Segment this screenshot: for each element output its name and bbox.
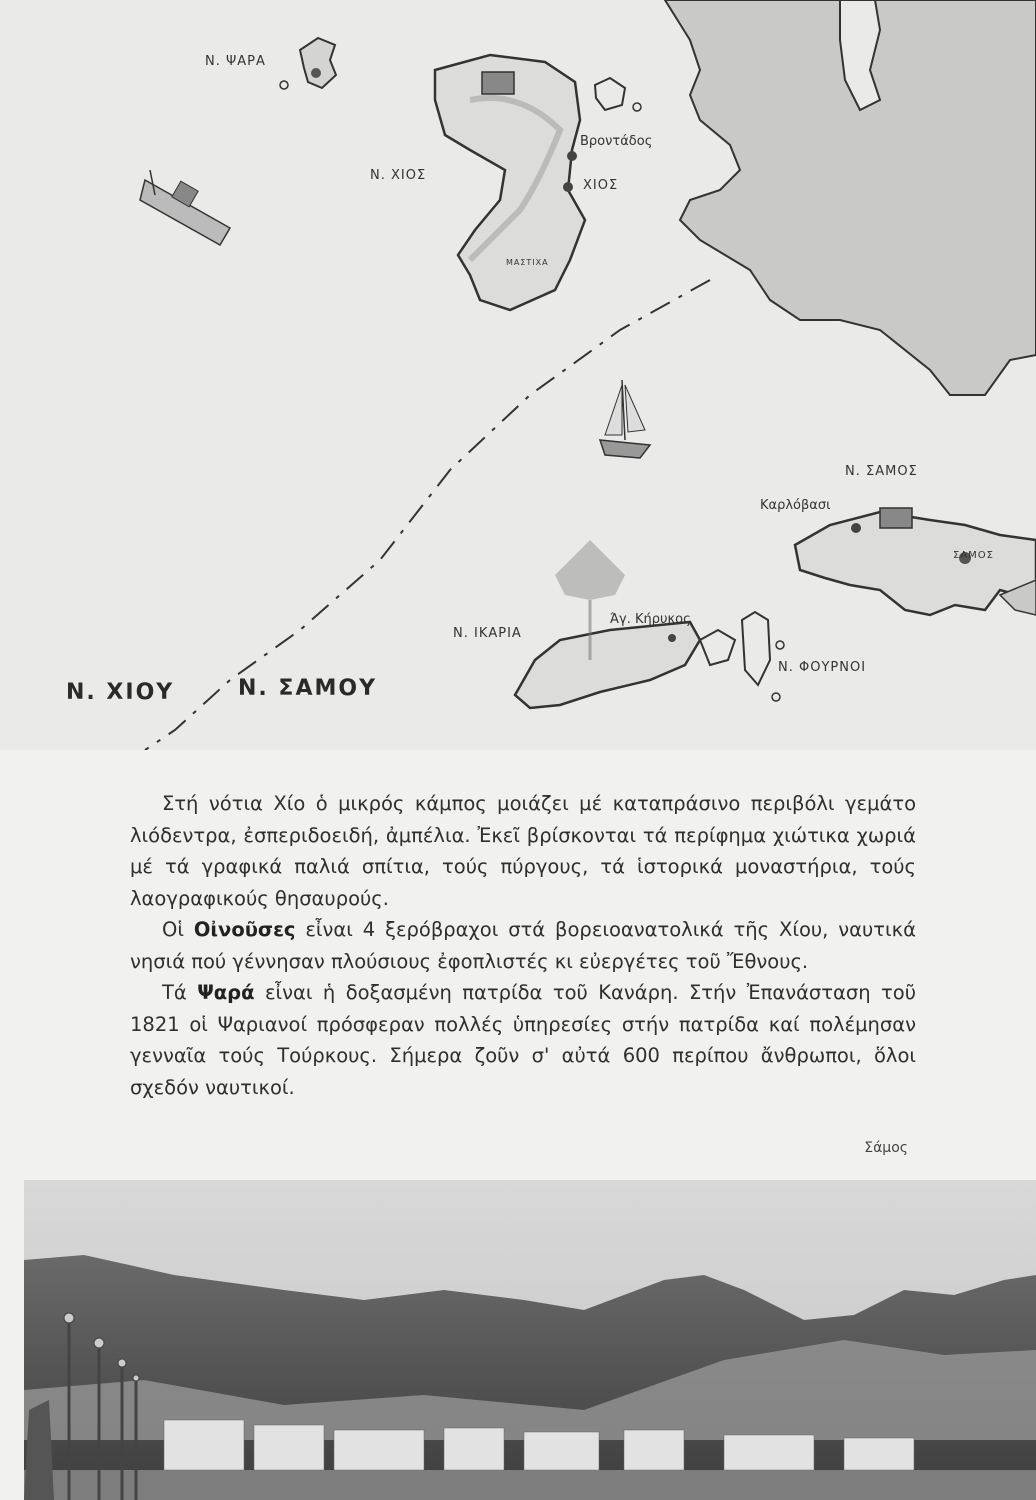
fourni-islands [700,630,735,665]
paragraph-psara [130,977,916,1103]
paragraph-chios: Στή νότια Χίο ὁ μικρός κάμπος μοιάζει μέ καταπράσινο περιβόλι γεμάτο λιόδεντρα, ἐσπεριδοειδή, ἀμπέλια. Ἐκεῖ βρίσκονται τά περίφημα χιώτικα χωριά μέ τά γραφικά παλιά σπίτια, τούς πύργους, τά ἱστορικά μοναστήρια, τούς λαογραφικούς θησαυρούς. [130,792,916,910]
psara-island [300,38,336,88]
samos-wagon-icon [880,508,912,528]
psara-islet [280,81,288,89]
label-psara: Ν. ΨΑΡΑ [205,54,266,69]
label-agios-kirykos: Άγ. Κήρυκος [610,612,691,627]
label-samos-town: ΣΑΜΟΣ [953,550,994,561]
label-samos-island: Ν. ΣΑΜΟΣ [845,464,918,479]
fourni-islet [776,641,784,649]
karlovasi-dot [851,523,861,533]
label-chios-island: Ν. ΧΙΟΣ [370,168,427,183]
label-vrontados: Βροντάδος [580,134,653,149]
vrontados-dot [567,151,577,161]
paragraph-oinousses [130,914,916,977]
chios-village-icon [482,72,514,94]
psara-text-pre: Τά [162,981,198,1004]
agios-kirykos-dot [668,634,676,642]
samos-island [795,512,1036,615]
ship-icon [140,170,230,245]
photo-sea [24,1470,1036,1500]
psara-name: Ψαρά [197,981,255,1004]
oinousses-name: Οἰνοῦσες [193,918,296,941]
psara-text-post: εἶναι ἡ δοξασμένη πατρίδα τοῦ Κανάρη. Στήν Ἐπανάσταση τοῦ 1821 οἱ Ψαριανοί πρόσφεραν πολλές ὑπηρεσίες στήν πατρίδα καί πολέμησαν γενναῖα τούς Τούρκους. Σήμερα ζοῦν σ' αὐτά 600 περίπου ἄνθρωποι, ὅλοι σχεδόν ναυτικοί. [130,981,916,1099]
label-fourni: Ν. ΦΟΥΡΝΟΙ [778,660,867,675]
body-text [130,788,916,1103]
label-mastika: ΜΑΣΤΙΧΑ [506,258,549,267]
label-karlovasi: Καρλόβασι [760,498,831,513]
samos-photo-drawing [24,1180,1036,1500]
sailboat-icon [600,380,650,458]
psara-town-dot [311,68,321,78]
label-ikaria: Ν. ΙΚΑΡΙΑ [453,626,522,641]
oinousses-islet [633,103,641,111]
fourni-islet-2 [772,693,780,701]
prefecture-chios-title: Ν. ΧΙΟΥ [66,680,175,705]
oinousses-text-pre: Οἱ [162,918,194,941]
label-chios-town: ΧΙΟΣ [583,178,619,193]
oinousses-islands [595,78,625,110]
chios-town-dot [563,182,573,192]
prefecture-samos-title: Ν. ΣΑΜΟΥ [238,676,378,701]
oinousses-text-post: εἶναι 4 ξερόβραχοι στά βορειοανατολικά τῆς Χίου, ναυτικά νησιά πού γέννησαν πλούσιους ἐφοπλιστές κι εὐεργέτες τοῦ Ἔθνους. [130,918,916,973]
samos-photo [24,1180,1036,1500]
photo-caption: Σάμος [864,1140,908,1156]
fourni-islands-east [742,612,770,685]
